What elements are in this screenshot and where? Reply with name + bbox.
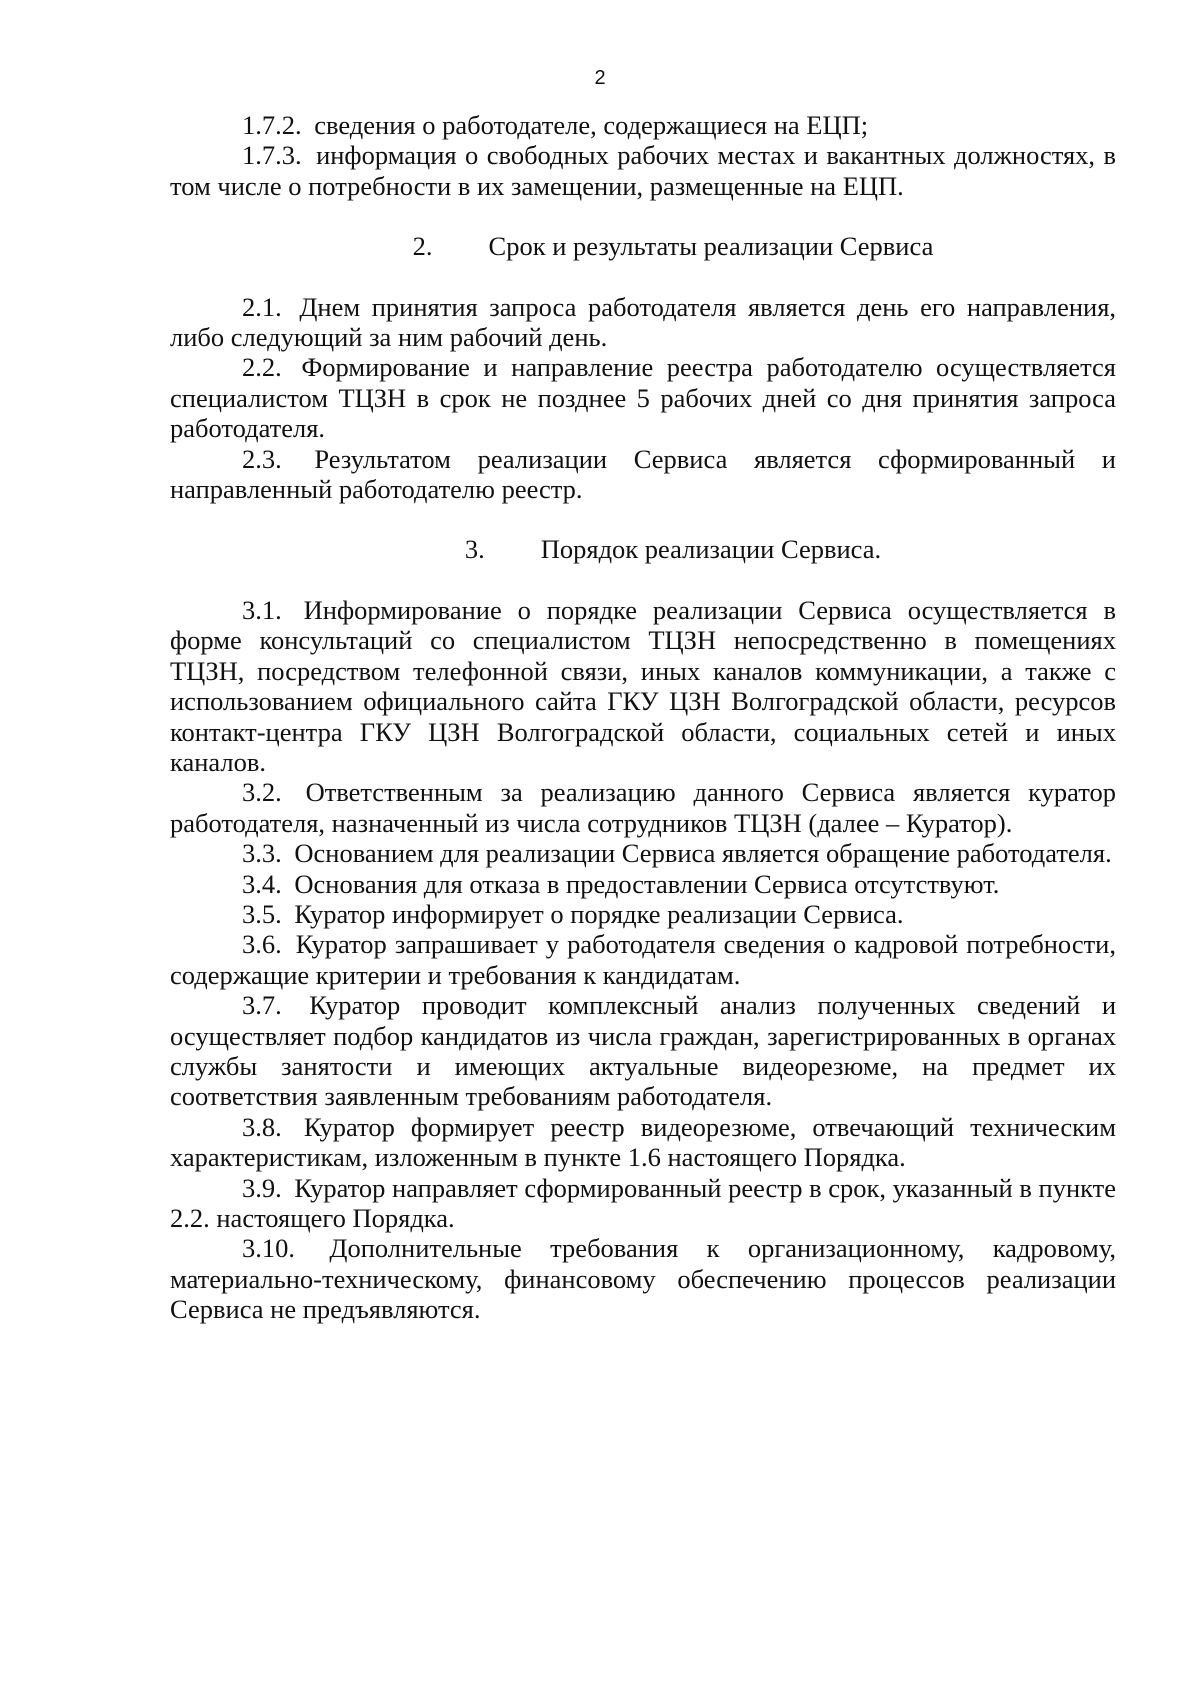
- clause-number: 1.7.2.: [242, 110, 302, 140]
- clause-number: 2.1.: [242, 291, 282, 322]
- clause-number: 1.7.3.: [242, 140, 302, 171]
- clause-paragraph: [170, 869, 1116, 899]
- page-number: 2: [594, 67, 606, 89]
- clause-number: 3.7.: [242, 990, 282, 1021]
- clause-number: 3.2.: [242, 777, 282, 808]
- clause-paragraph: [170, 777, 1116, 838]
- clause-number: 3.3.: [242, 838, 282, 869]
- clause-paragraph: [170, 140, 1116, 201]
- clause-number: 3.1.: [242, 594, 282, 625]
- section-heading: [170, 231, 1116, 261]
- clause-paragraph: [170, 1112, 1116, 1173]
- clause-paragraph: [170, 899, 1116, 929]
- clause-number: 3.5.: [242, 898, 282, 929]
- clause-text: Днем принятия запроса работодателя является день его направления, либо следующий за ним рабочий день.: [170, 291, 1117, 353]
- clause-text: сведения о работодателе, содержащиеся на ЕЦП;: [314, 110, 869, 140]
- clause-text: Куратор информирует о порядке реализации Сервиса.: [294, 898, 904, 929]
- clause-paragraph: [170, 1173, 1116, 1234]
- clause-text: Формирование и направление реестра работодателю осуществляется специалистом ТЦЗН в срок не позднее 5 рабочих дней со дня принятия запроса работодателя.: [170, 352, 1116, 444]
- clause-number: 2.2.: [242, 352, 282, 383]
- clause-number: 3.9.: [242, 1172, 282, 1203]
- clause-paragraph: [170, 929, 1116, 990]
- clause-text: Дополнительные требования к организационному, кадровому, материально-техническому, финансовому обеспечению процессов реализации Сервиса не предъявляются.: [170, 1233, 1116, 1325]
- document-body: [170, 110, 1116, 1325]
- clause-text: Основанием для реализации Сервиса является обращение работодателя.: [294, 838, 1112, 869]
- clause-text: Куратор запрашивает у работодателя сведения о кадровой потребности, содержащие критерии и требования к кандидатам.: [170, 929, 1116, 990]
- clause-paragraph: [170, 110, 1116, 140]
- clause-number: 3.10.: [242, 1233, 295, 1264]
- clause-text: Ответственным за реализацию данного Сервиса является куратор работодателя, назначенный из числа сотрудников ТЦЗН (далее – Куратор).: [170, 777, 1116, 838]
- clause-number: 2.3.: [242, 443, 282, 474]
- clause-paragraph: [170, 595, 1116, 777]
- clause-paragraph: [170, 292, 1116, 353]
- clause-text: Куратор проводит комплексный анализ полученных сведений и осуществляет подбор кандидатов из числа граждан, зарегистрированных в органах службы занятости и имеющих актуальные видеорезюме, на предмет их соответствия заявленным требованиям работодателя.: [170, 990, 1116, 1112]
- clause-number: 3.4.: [242, 868, 282, 899]
- clause-text: Результатом реализации Сервиса является сформированный и направленный работодателю реестр.: [170, 443, 1116, 505]
- clause-number: 3.6.: [242, 929, 282, 960]
- clause-paragraph: [170, 352, 1116, 443]
- section-heading: [170, 534, 1116, 564]
- clause-text: Информирование о порядке реализации Сервиса осуществляется в форме консультаций со специалистом ТЦЗН непосредственно в помещениях ТЦЗН, посредством телефонной связи, иных каналов коммуникации, а также с использованием официального сайта ГКУ ЦЗН Волгоградской области, ресурсов контакт-центра ГКУ ЦЗН Волгоградской области, социальных сетей и иных каналов.: [170, 594, 1117, 777]
- clause-text: Основания для отказа в предоставлении Сервиса отсутствуют.: [294, 868, 1000, 899]
- clause-paragraph: [170, 838, 1116, 868]
- clause-text: Куратор формирует реестр видеорезюме, отвечающий техническим характеристикам, изложенным в пункте 1.6 настоящего Порядка.: [170, 1111, 1117, 1173]
- clause-text: информация о свободных рабочих местах и вакантных должностях, в том числе о потребности в их замещении, размещенные на ЕЦП.: [170, 140, 1116, 201]
- clause-number: 3.8.: [242, 1111, 282, 1142]
- section-title: Порядок реализации Сервиса.: [540, 534, 882, 565]
- clause-paragraph: [170, 444, 1116, 505]
- clause-text: Куратор направляет сформированный реестр в срок, указанный в пункте 2.2. настоящего Порядка.: [170, 1172, 1117, 1233]
- clause-paragraph: [170, 990, 1116, 1112]
- section-title: Срок и результаты реализации Сервиса: [488, 231, 934, 262]
- section-number: 3.: [464, 534, 485, 565]
- clause-paragraph: [170, 1233, 1116, 1324]
- section-number: 2.: [412, 231, 433, 262]
